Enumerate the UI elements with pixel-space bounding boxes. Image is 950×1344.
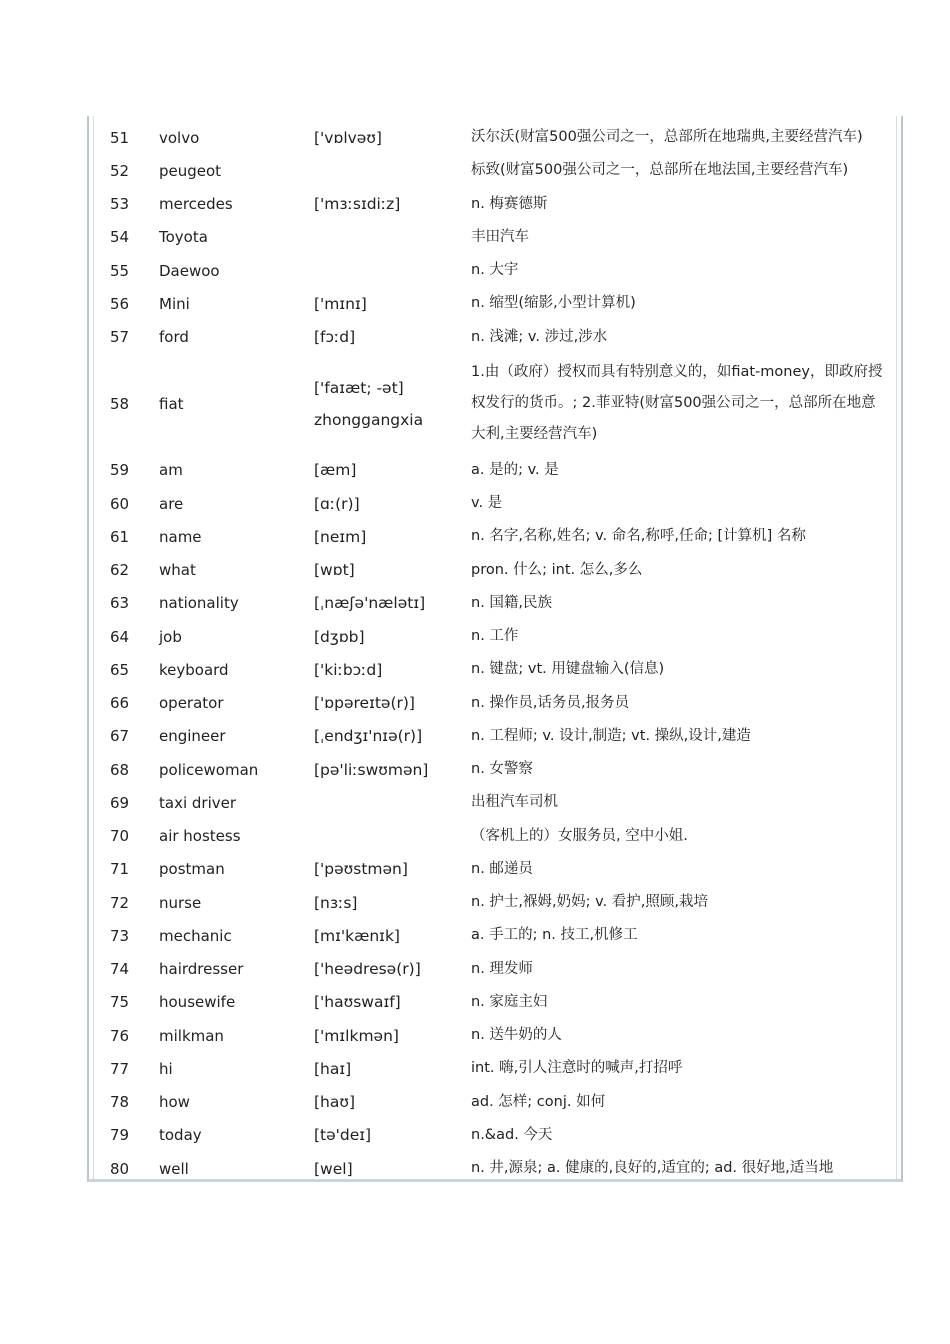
row-number: 67: [110, 727, 130, 746]
table-row: [96, 487, 886, 520]
phonetic-cell: [314, 786, 471, 819]
phonetic-cell: [314, 287, 471, 320]
phonetic-text: ['mɜːsɪdiːz]: [314, 195, 401, 214]
phonetic-text: [haʊ]: [314, 1093, 355, 1112]
table-row: [96, 188, 886, 221]
phonetic-cell: [314, 487, 471, 520]
phonetic-cell: [314, 919, 471, 952]
phonetic-cell: [314, 188, 471, 221]
phonetic-cell: [314, 221, 471, 254]
phonetic-text: [wel]: [314, 1159, 353, 1178]
phonetic-cell: [314, 753, 471, 786]
phonetic-cell: [314, 820, 471, 853]
definition-cell: n. 护士,褓姆,奶妈; v. 看护,照顾,栽培: [471, 894, 709, 911]
row-number: 53: [110, 195, 130, 214]
definition-cell: n. 理发师: [471, 960, 533, 977]
row-number: 73: [110, 926, 130, 945]
word-cell: keyboard: [159, 660, 229, 679]
table-row: [96, 520, 886, 553]
phonetic-text: ['haʊswaɪf]: [314, 993, 401, 1012]
table-row: [96, 820, 886, 853]
definition-cell: a. 手工的; n. 技工,机修工: [471, 927, 638, 944]
table-row: [96, 786, 886, 819]
phonetic-text: [ˌendʒɪ'nɪə(r)]: [314, 727, 423, 746]
table-row: [96, 919, 886, 952]
definition-cell: n. 工作: [471, 628, 519, 645]
phonetic-text: [haɪ]: [314, 1059, 352, 1078]
table-row: [96, 853, 886, 886]
phonetic-cell: [314, 953, 471, 986]
word-cell: peugeot: [159, 161, 222, 180]
row-number: 56: [110, 294, 130, 313]
table-row: [96, 554, 886, 587]
word-cell: volvo: [159, 128, 200, 147]
table-row: [96, 287, 886, 320]
definition-cell: n. 大宇: [471, 262, 519, 279]
table-row: [96, 753, 886, 786]
phonetic-cell: [314, 720, 471, 753]
definition-cell: n. 名字,名称,姓名; v. 命名,称呼,任命; [计算机] 名称: [471, 528, 806, 545]
table-row: [96, 720, 886, 753]
phonetic-cell: [314, 886, 471, 919]
phonetic-text: [tə'deɪ]: [314, 1126, 372, 1145]
table-row: [96, 221, 886, 254]
table-row: [96, 953, 886, 986]
word-cell: postman: [159, 860, 225, 879]
definition-cell: （客机上的）女服务员, 空中小姐.: [471, 827, 688, 844]
phonetic-cell: [314, 1052, 471, 1085]
row-number: 61: [110, 527, 130, 546]
row-number: 80: [110, 1159, 130, 1178]
word-cell: nationality: [159, 594, 239, 613]
word-cell: am: [159, 461, 183, 480]
definition-cell: pron. 什么; int. 怎么,多么: [471, 561, 643, 578]
row-number: 62: [110, 561, 130, 580]
phonetic-text: ['faɪæt; -ət]: [314, 378, 404, 397]
row-number: 75: [110, 993, 130, 1012]
row-number: 55: [110, 261, 130, 280]
definition-cell: v. 是: [471, 495, 503, 512]
phonetic-cell: [314, 620, 471, 653]
table-row: [96, 454, 886, 487]
phonetic-cell: [314, 354, 471, 454]
row-number: 58: [110, 394, 130, 413]
row-number: 69: [110, 793, 130, 812]
definition-cell: n. 缩型(缩影,小型计算机): [471, 295, 636, 312]
phonetic-cell: [314, 853, 471, 886]
row-number: 76: [110, 1026, 130, 1045]
table-row: [96, 886, 886, 919]
phonetic-text: [ɑː(r)]: [314, 494, 360, 513]
row-number: 60: [110, 494, 130, 513]
phonetic-text: ['heədresə(r)]: [314, 960, 421, 979]
word-cell: are: [159, 494, 184, 513]
definition-cell: n. 家庭主妇: [471, 993, 548, 1010]
phonetic-text: [neɪm]: [314, 527, 367, 546]
table-row: [96, 653, 886, 686]
phonetic-text: ['vɒlvəʊ]: [314, 128, 382, 147]
phonetic-cell: [314, 254, 471, 287]
phonetic-cell: [314, 121, 471, 154]
phonetic-text: [æm]: [314, 461, 357, 480]
row-number: 59: [110, 461, 130, 480]
word-cell: mercedes: [159, 195, 233, 214]
word-cell: engineer: [159, 727, 226, 746]
definition-cell: n. 井,源泉; a. 健康的,良好的,适宜的; ad. 很好地,适当地: [471, 1160, 834, 1177]
phonetic-text: [mɪ'kænɪk]: [314, 926, 400, 945]
word-cell: well: [159, 1159, 189, 1178]
phonetic-text: ['mɪnɪ]: [314, 294, 367, 313]
word-cell: housewife: [159, 993, 236, 1012]
definition-cell: n. 工程师; v. 设计,制造; vt. 操纵,设计,建造: [471, 727, 751, 744]
table-row: [96, 1152, 886, 1185]
definition-cell: n. 国籍,民族: [471, 594, 553, 611]
word-cell: what: [159, 561, 196, 580]
phonetic-cell: [314, 554, 471, 587]
definition-cell: n. 键盘; vt. 用键盘输入(信息): [471, 661, 665, 678]
definition-cell: int. 嗨,引人注意时的喊声,打招呼: [471, 1060, 683, 1077]
word-cell: milkman: [159, 1026, 224, 1045]
definition-cell: n.&ad. 今天: [471, 1126, 553, 1143]
row-number: 64: [110, 627, 130, 646]
phonetic-cell: [314, 587, 471, 620]
phonetic-cell: [314, 454, 471, 487]
table-row: [96, 1119, 886, 1152]
phonetic-cell: [314, 1152, 471, 1185]
definition-cell: 1.由（政府）授权而具有特别意义的，如fiat-money，即政府授权发行的货币。; 2.菲亚特(财富500强公司之一，总部所在地意大利,主要经营汽车): [471, 364, 883, 443]
table-row: [96, 1019, 886, 1052]
row-number: 74: [110, 960, 130, 979]
table-row: [96, 687, 886, 720]
word-cell: how: [159, 1093, 190, 1112]
word-cell: hairdresser: [159, 960, 244, 979]
definition-cell: 出租汽车司机: [471, 794, 558, 811]
phonetic-text: ['mɪlkmən]: [314, 1026, 399, 1045]
definition-cell: 丰田汽车: [471, 228, 529, 245]
phonetic-text: [ˌnæʃə'nælətɪ]: [314, 594, 426, 613]
vocabulary-table: [96, 121, 886, 1185]
table-row: [96, 587, 886, 620]
word-cell: taxi driver: [159, 793, 237, 812]
phonetic-cell: [314, 321, 471, 354]
definition-cell: ad. 怎样; conj. 如何: [471, 1093, 606, 1110]
table-row: [96, 154, 886, 187]
phonetic-text: [fɔːd]: [314, 328, 356, 347]
table-row: [96, 121, 886, 154]
row-number: 66: [110, 694, 130, 713]
phonetic-text: [dʒɒb]: [314, 627, 365, 646]
table-row: [96, 321, 886, 354]
word-cell: today: [159, 1126, 202, 1145]
table-row: [96, 354, 886, 454]
definition-cell: n. 操作员,话务员,报务员: [471, 694, 630, 711]
definition-cell: 沃尔沃(财富500强公司之一，总部所在地瑞典,主要经营汽车): [471, 129, 863, 146]
row-number: 79: [110, 1126, 130, 1145]
phonetic-cell: [314, 154, 471, 187]
phonetic-text: ['kiːbɔːd]: [314, 660, 383, 679]
row-number: 68: [110, 760, 130, 779]
row-number: 63: [110, 594, 130, 613]
phonetic-cell: [314, 1019, 471, 1052]
phonetic-cell: [314, 1119, 471, 1152]
row-number: 78: [110, 1093, 130, 1112]
definition-cell: n. 浅滩; v. 涉过,涉水: [471, 328, 608, 345]
definition-cell: 标致(财富500强公司之一，总部所在地法国,主要经营汽车): [471, 162, 849, 179]
phonetic-cell: [314, 986, 471, 1019]
word-cell: air hostess: [159, 827, 241, 846]
word-cell: ford: [159, 328, 189, 347]
definition-cell: n. 女警察: [471, 761, 533, 778]
row-number: 70: [110, 827, 130, 846]
table-row: [96, 1086, 886, 1119]
table-row: [96, 986, 886, 1019]
word-cell: hi: [159, 1059, 173, 1078]
word-cell: Mini: [159, 294, 190, 313]
row-number: 72: [110, 893, 130, 912]
table-row: [96, 620, 886, 653]
phonetic-cell: [314, 520, 471, 553]
phonetic-text: [wɒt]: [314, 561, 355, 580]
definition-cell: n. 邮递员: [471, 860, 533, 877]
phonetic-note: zhonggangxia: [314, 410, 424, 429]
definition-cell: a. 是的; v. 是: [471, 461, 559, 478]
row-number: 57: [110, 328, 130, 347]
word-cell: fiat: [159, 394, 184, 413]
vocabulary-rows: [96, 121, 886, 1185]
definition-cell: n. 送牛奶的人: [471, 1027, 562, 1044]
row-number: 65: [110, 660, 130, 679]
row-number: 54: [110, 228, 130, 247]
row-number: 51: [110, 128, 130, 147]
definition-cell: n. 梅赛德斯: [471, 195, 548, 212]
word-cell: job: [159, 627, 182, 646]
word-cell: operator: [159, 694, 224, 713]
word-cell: Daewoo: [159, 261, 220, 280]
phonetic-text: ['pəʊstmən]: [314, 860, 408, 879]
table-row: [96, 254, 886, 287]
phonetic-text: [pə'liːswʊmən]: [314, 760, 429, 779]
phonetic-cell: [314, 687, 471, 720]
phonetic-cell: [314, 1086, 471, 1119]
word-cell: Toyota: [159, 228, 208, 247]
word-cell: nurse: [159, 893, 202, 912]
table-row: [96, 1052, 886, 1085]
row-number: 77: [110, 1059, 130, 1078]
row-number: 52: [110, 161, 130, 180]
word-cell: name: [159, 527, 202, 546]
phonetic-text: ['ɒpəreɪtə(r)]: [314, 694, 415, 713]
word-cell: mechanic: [159, 926, 232, 945]
row-number: 71: [110, 860, 130, 879]
phonetic-cell: [314, 653, 471, 686]
word-cell: policewoman: [159, 760, 259, 779]
phonetic-text: [nɜːs]: [314, 893, 358, 912]
